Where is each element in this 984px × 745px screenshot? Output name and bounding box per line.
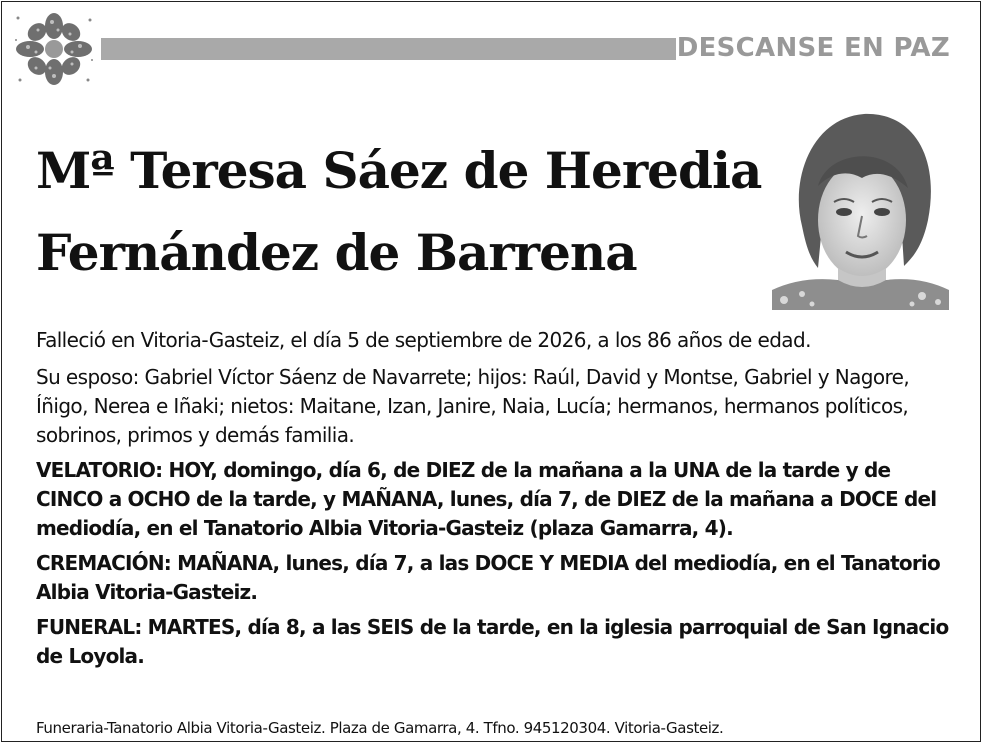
death-statement: Falleció en Vitoria-Gasteiz, el día 5 de septiembre de 2026, a los 86 años de edad. — [36, 328, 811, 352]
flower-wreath-icon — [12, 10, 96, 88]
deceased-name — [36, 130, 776, 294]
name-line-2: Fernández de Barrena — [36, 223, 637, 282]
name-line-1: Mª Teresa Sáez de Heredia — [36, 141, 762, 200]
funeral-info: FUNERAL: MARTES, día 8, a las SEIS de la tarde, en la iglesia parroquial de San Ignacio de Loyola. — [36, 615, 949, 668]
portrait-photo-icon — [772, 108, 949, 310]
family-list: Su esposo: Gabriel Víctor Sáenz de Navarrete; hijos: Raúl, David y Montse, Gabriel y Nagore, Íñigo, Nerea e Iñaki; nietos: Maitane, Izan, Janire, Naia, Lucía; hermanos, hermanos políticos, sobrinos, primos y demás familia. — [36, 365, 910, 447]
funeral-home-footer: Funeraria-Tanatorio Albia Vitoria-Gasteiz. Plaza de Gamarra, 4. Tfno. 945120304. Vitoria-Gasteiz. — [36, 719, 724, 737]
notice-body — [36, 326, 956, 677]
cremacion-info: CREMACIÓN: MAÑANA, lunes, día 7, a las DOCE Y MEDIA del mediodía, en el Tanatorio Albia Vitoria-Gasteiz. — [36, 551, 940, 604]
header-label: DESCANSE EN PAZ — [676, 33, 950, 63]
header-bar — [101, 38, 676, 60]
velatorio-info: VELATORIO: HOY, domingo, día 6, de DIEZ de la mañana a la UNA de la tarde y de CINCO a OCHO de la tarde, y MAÑANA, lunes, día 7, de DIEZ de la mañana a DOCE del mediodía, en el Tanatorio Albia Vitoria-Gasteiz (plaza Gamarra, 4). — [36, 458, 937, 540]
